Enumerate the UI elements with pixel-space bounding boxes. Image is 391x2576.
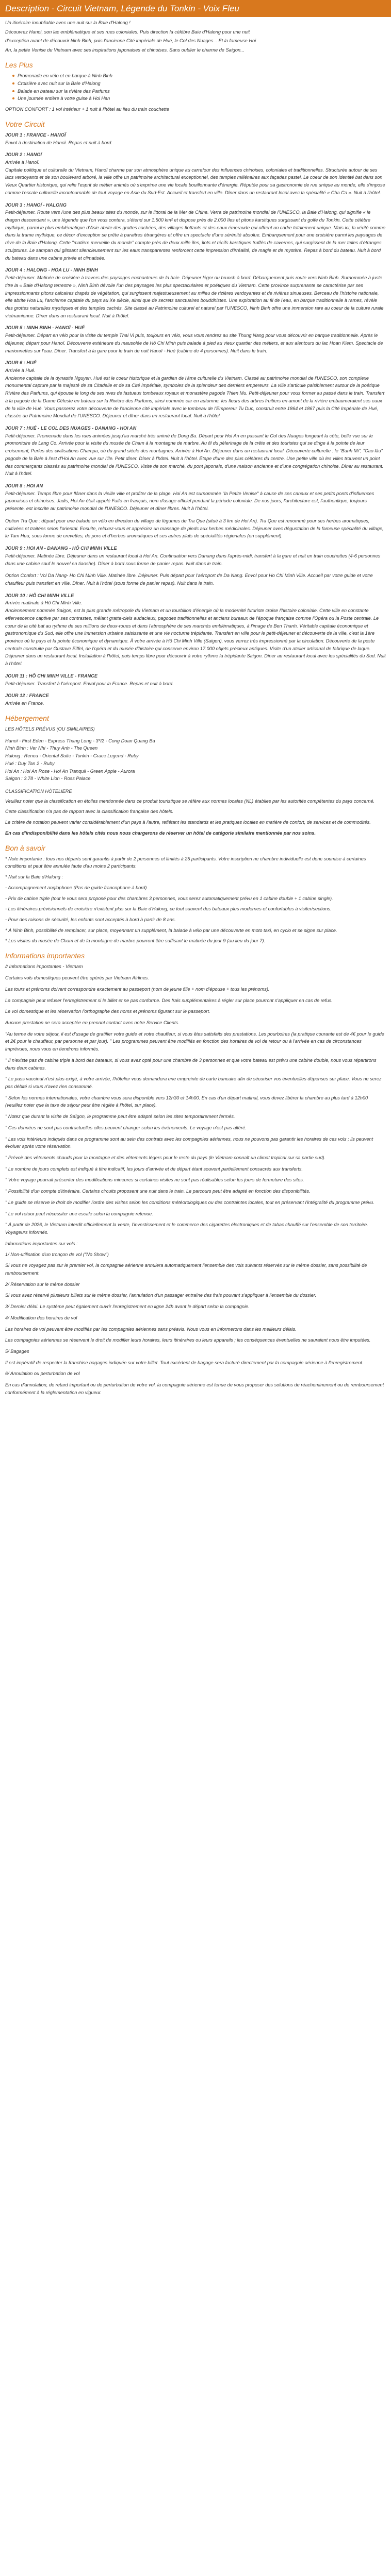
info-item: // Informations importantes - Vietnam [5, 964, 83, 970]
info-item: " Prévoir des vêtements chauds pour la montagne et des vêtements légers pour le reste du pays (le Vietnam connaît un climat tropical sur sa partie sud). [5, 1155, 326, 1161]
flight-info-list [5, 1251, 386, 1397]
day-description: Petit-déjeuner. Route vers l'une des plus beaux sites du monde, sur le littoral de la Mer de Chine. Verra de patrimoine mondial de l'UNESCO, la Baie d'Halong, qui signifie « le dragon descendant », une légende que l'on vous contera, s'étend sur 1.500 km² et dispose près de 2.000 îles et pitons karstiques surgissant du golfe du Tonkin. Cette célèbre mythique, parmi le plus emblématique d'Asie abrite des grottes cachées, des villages flottants et des eaux émeraude qui offrent un cadre totalement unique. Mais ici, la vérité comme dans la trame mythique, ce décor d'exception se prête à paraitres étrangères et offre un spectacle d'une sérénité absolue. Embarquement pour une croisière parmi les paysages de rêve de la Baie d'Halong. Cette "matière merveille du monde" compte près de deux mille îles, îlots et récifs karstiques truffés de cavernes, qui surgissent de la mer telles d'étranges sculptures. Le sampan qui glissant silencieusement sur les eaux transparentes renforcent cette impression d'irréalité, de magie et de mystère. Repas à bord du bateau. Nuit à bord du bateau dans une cabine privée et climatisée. [5, 210, 386, 261]
flight-info-item: Les compagnies aériennes se réservent le droit de modifier leurs horaires, leurs itinéraires ou leurs appareils ; les conséquences éventuelles ne sauraient nous être imputées. [5, 1337, 371, 1343]
day-block [5, 692, 386, 707]
day-block [5, 517, 386, 540]
info-item: La compagnie peut refuser l'enregistrement si le billet et ne pas conforme. Des frais supplémentaires à régler sur place pourront s'appliquer en cas de refus. [5, 997, 333, 1003]
hotel-line: Halong : Renea - Oriental Suite - Tonkin - Grace Legend - Ruby [5, 753, 139, 759]
day-block [5, 324, 386, 354]
classification-paragraph: En cas d'indisponibilité dans les hôtels cités nous nous chargerons de réserver un hôtel de catégorie similaire mentionnée par nos soins. [5, 830, 316, 836]
info-item: Les tours et prénoms doivent correspondre exactement au passeport (nom de jeune fille + nom d'épouse + tous les prénoms). [5, 986, 270, 992]
info-item: Le vol domestique et les réservation l'orthographe des noms et prénoms figurant sur le passeport. [5, 1009, 210, 1014]
tip-item: * À Ninh Binh, possibilité de remplacer, sur place, moyennant un supplément, la balade à vélo par une découverte en moto taxi, en cyclo et se signe sur place. [5, 927, 337, 933]
flight-info-item: En cas d'annulation, de retard important ou de perturbation de votre vol, la compagnie aérienne est tenue de vous proposer des solutions de réacheminement ou de remboursement conformément à la réglementation en vigueur. [5, 1382, 384, 1395]
flight-info-item: 4/ Modification des horaires de vol [5, 1315, 77, 1320]
day-title: JOUR 9 : HOI AN - DANANG - HÔ CHI MINH VILLE [5, 546, 117, 551]
info-list [5, 963, 386, 1236]
classification-text [5, 798, 386, 837]
day-block [5, 151, 386, 196]
intro-line: An, la petite Venise du Vietnam avec ses inspirations japonaises et chinoises. Sans oublier le charme de Saigon... [5, 47, 245, 53]
day-description: Petit-déjeuner. Matinée de croisière à travers des paysages enchanteurs de la baie. Déjeuner léger ou brunch à bord. Débarquement puis route vers Ninh Binh. Surnommée à juste titre la « Baie d'Halong terrestre », Ninh Binh dévoile l'un des paysages les plus spectaculaires et poétiques du Vietnam. Cette province surprenante se caractérise par ses impressionnants pitons calcaires drapés de végétation, qui surgissent majestueusement au milieu de rizières verdoyantes et de rivières sinueuses. Berceau de l'histoire nationale, elle abrite Hoa Lu, l'ancienne capitale du pays au Xe siècle, ainsi que de secrets sanctuaires bouddhistes. Une exploration au fil de l'eau, en barque traditionnelle à rames, révèle des grottes naturelles mystiques et des temples cachés. Site classé au Patrimoine culturel et naturel par l'UNESCO, Ninh Binh offre une immersion rare au coeur de la culture rurale vietnamienne. Dîner dans un restaurant local. Nuit à l'hôtel. [5, 275, 384, 318]
tip-item: - Pour des raisons de sécurité, les enfants sont acceptés à bord à partir de 8 ans. [5, 917, 176, 923]
tip-item: * Les visites du musée de Cham et de la montagne de marbre pourront être suffisant le matinée du jour 9 (au lieu du jour 7). [5, 938, 266, 944]
day-block [5, 425, 386, 478]
classification-title: CLASSIFICATION HÔTELIÈRE [5, 788, 72, 794]
day-description: Petit-déjeuner. Promenade dans les rues animées jusqu'au marché très animé de Dong Ba. Départ pour Hoi An en passant le Col des Nuages longeant la côte, belle vue sur le promontoire de Lang Co. Arrivée pour la visite du musée de Cham à la montagne de marbre. Au fil du pèlerinage de la crête et des touristes qui se dirige à la pointe de leur croisement, Perles des civilisations Champa, où du grand siècle des montagnes. Arrivée à Hoi An. Déjeuner dans un restaurant local. Découverte culturelle : le "Banh Mi", "Cao lâu" pagode de la Baie à l'est d'Hoi An avec vue sur l'île. Petit dîner. Dîner à l'hôtel. Nuit à l'hôtel. Étape d'une des plus célèbres du centre. Une petite ville où les villes trouvent un point des commerçants classés au patrimoine mondial de l'UNESCO. Visite de son marché, du pont japonais, d'une maison ancienne et d'une congrégation chinoise. Dîner au restaurant. Nuit à l'hôtel. [5, 433, 384, 477]
day-description: Option Tra Que : départ pour une balade en vélo en direction du village de légumes de Tra Que (situé à 3 km de Hoi An). Tra Que est renommé pour ses herbes aromatiques, cultivées et traitées selon l'oriental. Ensuite, relaxez-vous et appréciez un massage de pieds aux herbes médicinales. Déjeuner avec dégustation de la fameuse spécialité du village, le Tam Huu, sous forme de crevettes, de porc et d'herbes aromatiques et ses autres plats de spécialités régionales (en supplément). [5, 518, 384, 539]
tips-list [5, 855, 386, 945]
intro [5, 19, 386, 54]
day-title: JOUR 1 : FRANCE - HANOÏ [5, 132, 66, 138]
info-item: Certains vols domestiques peuvent être opérés par Vietnam Airlines. [5, 975, 149, 981]
page-title-bar [0, 0, 391, 17]
flight-info-title: Informations importantes sur vols : [5, 1241, 78, 1246]
plus-item: Croisière avec nuit sur la Baie d'Halong [12, 80, 386, 88]
tip-item: - Prix de cabine triple (tout le vous sera proposé pour des chambres 3 personnes, vous serez automatiquement prévu en 1 cabine double + 1 cabine single). [5, 895, 333, 901]
day-description: Petit-déjeuner. Départ en vélo pour la visite du temple Thai Vi puis, toujours en vélo, vous vous rendrez au site Thung Nang pour vous découvrir en barque traditionnelle. Après le déjeuner, départ pour Hanoï. Découverte extérieure du mausolée de Hô Chi Minh puis balade à pied au vieux quartier des métiers, et aux alentours du lac Hoan Kiem. Spectacle de marionnettes sur l'eau. Dîner. Transfert à la gare pour le train de nuit Hanoï - Hué (cabine de 4 personnes). Nuit dans le train. [5, 333, 383, 353]
day-block [5, 131, 386, 146]
flight-info-item: Il est impératif de respecter la franchise bagages indiquée sur votre billet. Tout excédent de bagage sera facturé directement par la compagnie aérienne à l'enregistrement. [5, 1360, 364, 1365]
info-item: " Le nombre de jours complets est indiqué à titre indicatif, les jours d'arrivée et de départ étant souvent partiellement consacrés aux transferts. [5, 1166, 303, 1172]
tip-item: - Les itinéraires prévisionnels de croisière n'existent plus sur la Baie d'Halong, ce tout sauvent des bateaux plus modernes et confortables à visiter/sections. [5, 906, 332, 912]
info-item: " Notez que durant la visite de Saïgon, le programme peut être adapté selon les sites temporairement fermés. [5, 1114, 235, 1120]
plus-list [5, 72, 386, 103]
day-block [5, 545, 386, 567]
tip-item: * Nuit sur la Baie d'Halong : [5, 874, 63, 880]
day-description: Option Confort : Vol Da Nang- Ho Chi Minh Ville. Matinée libre. Déjeuner. Puis départ pour l'aéroport de Da Nang. Envol pour Ho Chi Minh Ville. Accueil par votre guide et votre chauffeur puis transfert en ville. Dîner. Nuit à l'hôtel (sous forme de panier repas). Nuit dans le train. [5, 573, 373, 586]
info-item: " Votre voyage pourrait présenter des modifications mineures si certaines visites ne sont pas réalisables selon les jours de fermeture des sites. [5, 1177, 304, 1183]
tip-item: - Accompagnement anglophone (Pas de guide francophone à bord) [5, 885, 147, 890]
day-block [5, 592, 386, 668]
intro-line: Un itinéraire inoubliable avec une nuit sur la Baie d'Halong ! [5, 20, 131, 25]
hotel-line: Hanoï - First Eden - Express Thang Long - 3*/2 - Cong Doan Quang Ba [5, 738, 155, 743]
day-title: JOUR 3 : HANOÏ - HALONG [5, 202, 67, 208]
day-block [5, 359, 386, 420]
day-title: JOUR 10 : HÔ CHI MINH VILLE [5, 592, 74, 598]
day-block [5, 266, 386, 319]
info-item: " Le guide se réserve le droit de modifier l'ordre des visites selon les conditions météorologiques ou des contraintes locales, tout en préservant l'intégralité du programme prévu. [5, 1199, 374, 1205]
day-arrival: Arrivée matinale à Hô Chi Minh Ville. [5, 600, 83, 606]
hotel-line: Ninh Binh : Ver Nhi - Thuy Anh - The Queen [5, 745, 98, 751]
classification-paragraph: Veuillez noter que la classification en étoiles mentionnée dans ce produit touristique se réfère aux normes locales (NL) établies par les autorités compétentes du pays concerné. [5, 798, 375, 804]
day-title: JOUR 5 : NINH BINH - HANOÏ - HUÉ [5, 325, 85, 331]
info-item: "Au terme de votre séjour, il est d'usage de gratifier votre guide et votre chauffeur, si vous êtes satisfaits des prestations. Les pourboires (la pratique courante est de 4€ pour le guide et 2€ pour le chauffeur, par personne et par jour). " Les programmes peuvent être modifiés en fonction des horaires de vol de retour ou à l'arrivée en cas de circonstances imprévues, nous vous en tiendrons informés. [5, 1031, 384, 1052]
hotels-list [5, 737, 386, 783]
info-item: " Selon les normes internationales, votre chambre vous sera disponible vers 12h30 et 14h00. En cas d'un départ matinal, vous devez libérer la chambre au plus tard à 12h00 (veuillez noter que la taxe de séjour peut être réglée à l'hôtel, sur place). [5, 1095, 368, 1108]
flight-info-item: 6/ Annulation ou perturbation de vol [5, 1371, 80, 1377]
flight-info-item: Les horaires de vol peuvent être modifiés par les compagnies aériennes sans préavis. Nous vous en informerons dans les meilleurs délais. [5, 1326, 297, 1332]
day-title: JOUR 8 : HOI AN [5, 483, 43, 489]
tip-item: * Note importante : tous nos départs sont garantis à partir de 2 personnes et limités à 25 participants. Votre inscription ne chambre individuelle est donc soumise à certaines conditions et peut être annulée faute d'au moins 2 participants. [5, 856, 366, 869]
page-title: Description - Circuit Vietnam, Légende du Tonkin - Voix Fleu [5, 4, 239, 13]
day-title: JOUR 6 : HUÉ [5, 360, 37, 366]
classification-paragraph: Cette classification n'a pas de rapport avec la classification française des hôtels. [5, 809, 174, 815]
plus-item: Une journée entière à votre guise à Hoi Han [12, 95, 386, 103]
hotels-subtitle: LES HÔTELS PRÉVUS (OU SIMILAIRES) [5, 726, 95, 732]
info-item: " Ces données ne sont pas contractuelles elles peuvent changer selon les événements. Le voyage n'est pas altéré. [5, 1125, 247, 1130]
option-confort: OPTION CONFORT : 1 vol intérieur + 1 nuit à l'hôtel au lieu du train couchette [5, 106, 169, 112]
day-arrival: Arrivée à Hanoï. [5, 160, 40, 165]
info-item: " À partir de 2026, le Vietnam interdit officiellement la vente, l'investissement et le commerce des cigarettes électroniques et de tabac chauffé sur l'ensemble de son territoire. Voyageurs informés. [5, 1222, 368, 1235]
itinerary [5, 131, 386, 707]
flight-info-item: Si vous avez réservé plusieurs billets sur le même dossier, l'annulation d'un passager entraîne des frais pouvant s'appliquer à l'ensemble du dossier. [5, 1293, 317, 1298]
day-block [5, 672, 386, 687]
info-item: " Les vols intérieurs indiqués dans ce programme sont au sein des contrats avec les compagnies aériennes, nous ne pouvons pas garantir les horaires de ces vols ; ils peuvent évoluer après votre réservation. [5, 1136, 373, 1149]
day-title: JOUR 2 : HANOÏ [5, 152, 42, 158]
day-block [5, 572, 386, 587]
info-item: Aucune prestation ne sera acceptée en prenant contact avec notre Service Clients. [5, 1020, 180, 1025]
day-description: Arrivée en France. [5, 701, 44, 706]
day-description: Capitale politique et culturelle du Vietnam, Hanoï charme par son atmosphère unique au carrefour des influences chinoises, coloniales et traditionnelles. Structurée autour de ses lacs verdoyants et de son boulevard arboré, la ville offre un patrimoine architectural exceptionnel, des temples millénaires aux façades pastel. Le coeur de son identité bat dans son Vieux Quartier historique, qui relie l'esprit de métier animés où s'exprime une vie locale bouillonnante d'énergie. Réputée pour sa gastronomie de rue unique au monde, elle s'impose comme l'escale culturelle incontournable de tout voyage en Asie du Sud-Est. Accueil et transfert en ville. Dîner dans un restaurant local avec la spécialité « Cha Ca ». Nuit à l'hôtel. [5, 167, 385, 195]
plus-title: Les Plus [5, 60, 33, 69]
content [0, 17, 391, 1411]
classification-paragraph: Le critère de notation peuvent varier considérablement d'un pays à l'autre, reflétant les standards et les pratiques locales en matière de confort, de services et de commodités. [5, 820, 371, 825]
info-item: " Le pass vaccinal n'est plus exigé, à votre arrivée, l'hôtelier vous demandera une empreinte de carte bancaire afin de sécuriser vos éventuelles dépenses sur place. Vous ne serez pas débité si vous n'avez rien consommé. [5, 1076, 382, 1089]
flight-info-item: Si vous ne voyagez pas sur le premier vol, la compagnie aérienne annulera automatiquement l'ensemble des vols suivants réservés sur le même dossier, sans possibilité de remboursement. [5, 1263, 367, 1276]
day-description: Ancienne capitale de la dynastie Nguyen, Hué est le coeur historique et la gardien de l'âme culturelle du Vietnam. Classé au patrimoine mondial de l'UNESCO, son complexe monumental capture par la majesté de sa Citadelle et de sa Cité Impériale, symboles de la splendeur des derniers empereurs. La ville s'articule paisiblement autour de la poétique Rivière des Parfums, qui épouse le long de ses rives de fastueux tombeaux royaux et monastère pagode Thien Mu. Petit-déjeuner pour vous former au passé dans le train. Transfert à la pagode de la Dame Céleste en bateau sur la Rivière des Parfums, ainsi nommée car en automne, les fleurs des arbres fruitiers en amont de la rivière embaumeraient ses eaux de la ville de Hué. Vous passerez votre découverte de l'ancienne cité impériale avec le tombeau de l'Empereur Tu Duc, construit entre 1864 et 1867 puis la Cité Impériale de Hué, classée au Patrimoine Mondial de l'UNESCO. Déjeuner et dîner dans un restaurant local. Nuit à l'hôtel. [5, 375, 385, 419]
day-arrival: Arrivée à Hué. [5, 367, 36, 373]
flight-info-item: 3/ Dernier délai. Le système peut également ouvrir l'enregistrement en ligne 24h avant le départ selon la compagnie. [5, 1304, 250, 1310]
flight-info-item: 1/ Non-utilisation d'un tronçon de vol ("No Show") [5, 1251, 109, 1257]
day-block [5, 201, 386, 262]
info-item: " Le vol retour peut nécessiter une escale selon la compagnie retenue. [5, 1211, 153, 1216]
intro-line: d'exception avant de découvrir Ninh Binh, puis l'ancienne Cité impériale de Hué, le Col des Nuages... Et la fameuse Hoi [5, 38, 256, 44]
day-block [5, 482, 386, 513]
day-description: Petit-déjeuner. Transfert à l'aéroport. Envol pour la France. Repas et nuit à bord. [5, 681, 174, 686]
flight-info-item: 5/ Bagages [5, 1348, 29, 1354]
flight-info-item: 2/ Réservation sur le même dossier [5, 1281, 80, 1287]
info-item: " Possibilité d'un compte d'itinéraire. Certains circuits proposent une nuit dans le train. Le parcours peut être adapté en fonction des disponibilités. [5, 1189, 311, 1194]
day-title: JOUR 11 : HÔ CHI MINH VILLE - FRANCE [5, 673, 97, 679]
hotel-line: Hué : Duy Tan 2 - Ruby [5, 760, 55, 766]
info-title: Informations importantes [5, 952, 85, 960]
itinerary-title: Votre Circuit [5, 120, 45, 128]
hotel-line: Saigon : 3.78 - White Lion - Ross Palace [5, 776, 91, 782]
plus-item: Balade en bateau sur la rivière des Parfums [12, 88, 386, 95]
day-title: JOUR 12 : FRANCE [5, 693, 49, 699]
hotels-title: Hébergement [5, 714, 49, 722]
day-description: Petit-déjeuner. Matinée libre. Déjeuner dans un restaurant local à Hoi An. Continuation vers Danang dans l'après-midi, transfert à la gare et nuit en train couchettes (4-6 personnes dans une cabine sauf le nouvel en tiaoshe). Dîner à bord sous forme de panier repas. Nuit dans le train. [5, 553, 381, 566]
hotel-line: Hoi An : Hoi An Rose - Hoi An Tranquil - Green Apple - Aurora [5, 768, 135, 774]
day-description: Petit-déjeuner. Temps libre pour flâner dans la vieille ville et profiter de la plage. Hoi An est surnommée "la Petite Venise" à cause de ses canaux et ses petits ponts d'influences japonaises et chinoises. Jadis, Hoi An était appelé Faifo en français, nom d'usage officiel pendant la période coloniale. De nos jours, l'architecture est, l'authentique, toujours présente, est inscrite au patrimoine mondial de l'UNESCO. Déjeuner et dîner libres. Nuit à l'hôtel. [5, 490, 374, 512]
plus-item: Promenade en vélo et en barque à Ninh Binh [12, 72, 386, 80]
info-item: " Il n'existe pas de cabine triple à bord des bateaux, si vous avez opté pour une chambre de 3 personnes et que votre bateau est prévu une cabine double, nous vous répartirons dans deux cabines. [5, 1057, 377, 1071]
day-title: JOUR 7 : HUÉ - LE COL DES NUAGES - DANANG - HOI AN [5, 426, 137, 431]
day-description: Anciennement nommée Saigon, est la plus grande métropole du Vietnam et un tourbillon d'énergie où la modernité futuriste croise l'histoire coloniale. Cette ville en constante effervescence captive par ses contrastes, mêlant gratte-ciels audacieux, pagodes traditionnelles et anciens bureaux de l'époque française comme l'Opéra ou la Poste centrale. Le cœur de la cité bat au rythme de ses millions de deux-roues et dans l'atmosphère de ses marchés emblématiques, à l'image de Ben Thanh. Véritable capitale économique et gastronomique du Sud, elle offre une immersion urbaine saisissante et une vie nocturne trépidante. Transfert en ville pour le petit-déjeuner et découverte de la ville, c'est la 1ère province où le pays et la pointe économique et dynamique. À votre arrivée à Hô Chi Minh Ville (Saigon), vous verrez très impressionné par la circulation. Découverte de la poste centrale construite par Gustave Eiffel, de l'opéra et du musée d'histoire qui conserve environ 17.000 objets précieux antiques. Visite d'un atelier artisanal de fabrique de laque. Déjeuner dans un restaurant local. Installation à l'hôtel, puis temps libre pour découvrir à votre rythme la trépidante Saigon. Dîner au restaurant local avec les spécialités du Sud. Nuit à l'hôtel. [5, 608, 386, 667]
day-description: Envol à destination de Hanoï. Repas et nuit à bord. [5, 140, 112, 145]
tips-title: Bon à savoir [5, 843, 45, 852]
day-title: JOUR 4 : HALONG - HOA LU - NINH BINH [5, 267, 98, 273]
intro-line: Découvrez Hanoi, son lac emblématique et ses rues coloniales. Puis direction la célèbre Baie d'Halong pour une nuit [5, 29, 250, 35]
